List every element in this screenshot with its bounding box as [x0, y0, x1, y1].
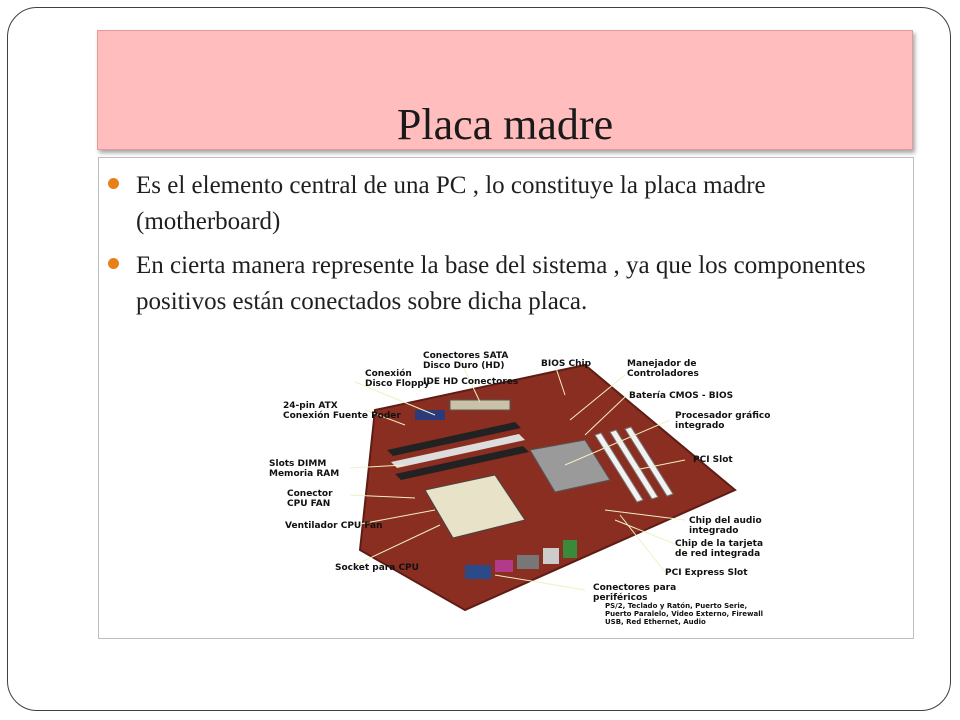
label-atx: 24-pin ATX Conexión Fuente Poder — [283, 401, 401, 421]
label-controller: Manejador de Controladores — [627, 359, 699, 379]
motherboard-diagram — [265, 340, 771, 630]
bullet-item — [104, 168, 894, 240]
bullet-text: Es el elemento central de una PC , lo constituye la placa madre (motherboard) — [136, 172, 766, 235]
label-peripherals-detail: PS/2, Teclado y Ratón, Puerto Serie, Puerto Paralelo, Video Externo, Firewall USB, Red Ethernet, Audio — [605, 602, 763, 626]
label-floppy: Conexión Disco Floppy — [365, 369, 430, 389]
label-network-chip: Chip de la tarjeta de red integrada — [675, 539, 764, 559]
title-banner — [97, 30, 913, 150]
label-sata: Conectores SATA Disco Duro (HD) — [423, 351, 509, 371]
label-cpu-fan: Ventilador CPU Fan — [285, 521, 383, 531]
label-cpu-fan-connector: Conector CPU FAN — [287, 489, 333, 509]
bullet-dot-icon — [108, 178, 119, 189]
slide-title: Placa madre — [396, 100, 614, 149]
label-audio-chip: Chip del audio integrado — [689, 516, 762, 536]
bullet-item — [104, 248, 894, 320]
motherboard-illustration — [265, 340, 771, 630]
label-pci-slot: PCI Slot — [693, 455, 733, 465]
label-peripherals: Conectores para periféricos — [593, 583, 677, 603]
label-gpu: Procesador gráfico integrado — [675, 411, 771, 431]
label-ide: IDE HD Conectores — [423, 377, 519, 387]
label-bios-chip: BIOS Chip — [541, 359, 592, 369]
label-cmos-battery: Batería CMOS - BIOS — [629, 391, 734, 401]
bullet-dot-icon — [108, 258, 119, 269]
floppy-connector — [415, 410, 445, 420]
label-socket: Socket para CPU — [335, 563, 419, 573]
bullet-text: En cierta manera represente la base del sistema , ya que los componentes positivos están conectados sobre dicha placa. — [136, 252, 866, 315]
label-pci-express: PCI Express Slot — [665, 568, 748, 578]
label-dimm: Slots DIMM Memoria RAM — [269, 459, 340, 479]
bullet-list — [104, 168, 894, 328]
